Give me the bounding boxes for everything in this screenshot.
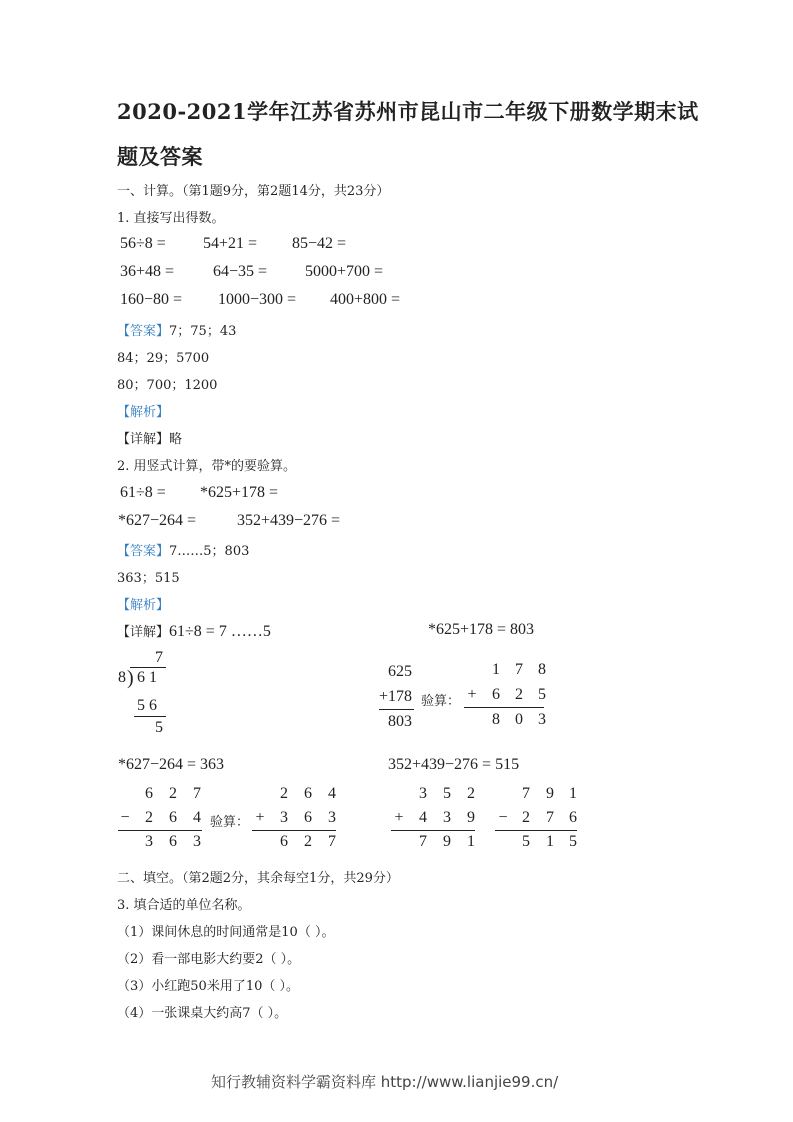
detail-equation: 352+439−276 = 515 <box>388 756 520 773</box>
detail-equation: *627−264 = 363 <box>118 756 225 773</box>
digit: 9 <box>443 833 451 850</box>
digit: 7 <box>515 661 523 678</box>
plus-sign: + <box>255 809 265 826</box>
answer-tag: 【答案】 <box>117 544 170 559</box>
digit: 6 <box>169 809 177 826</box>
plus-sign: + <box>394 809 404 826</box>
digit: 2 <box>280 785 288 802</box>
q1-expr: 56÷8 = <box>120 235 166 252</box>
q1-expr: 64−35 = <box>213 263 268 280</box>
q1-expr: 160−80 = <box>120 291 183 308</box>
sum-line <box>391 830 475 831</box>
digit: 5 <box>443 785 451 802</box>
fill-blank-item: （2）看一部电影大约要2（ ）。 <box>117 952 301 967</box>
check-label: 验算： <box>210 815 250 830</box>
digit: 7 <box>522 785 530 802</box>
q1-answer <box>117 320 236 339</box>
digit: 1 <box>467 833 475 850</box>
q2-expr: *627−264 = <box>118 512 197 529</box>
digit: 6 <box>304 809 312 826</box>
digit: 4 <box>419 809 427 826</box>
q1-expr: 54+21 = <box>203 235 258 252</box>
answer-tag: 【答案】 <box>117 324 170 339</box>
digit: 1 <box>492 661 500 678</box>
digit: 6 <box>169 833 177 850</box>
difference-line <box>118 830 202 831</box>
section-heading-1: 一、计算。（第1题9分，第2题14分，共23分） <box>117 184 390 199</box>
digit: 1 <box>569 785 577 802</box>
digit: 6 <box>145 785 153 802</box>
digit: 1 <box>546 833 554 850</box>
digit: 7 <box>419 833 427 850</box>
fill-blank-item: （1）课间休息的时间通常是10（ ）。 <box>117 925 335 940</box>
digit: 3 <box>328 809 336 826</box>
digit: 6 <box>492 686 500 703</box>
digit: 4 <box>193 809 201 826</box>
digit: 2 <box>169 785 177 802</box>
sum-line <box>464 707 544 708</box>
digit: 2 <box>145 809 153 826</box>
question-3-label: 3. 填合适的单位名称。 <box>117 898 251 913</box>
page-title-line1: 2020-2021学年江苏省苏州市昆山市二年级下册数学期末试 <box>117 99 699 124</box>
addend-top: 625 <box>388 663 412 680</box>
footer-watermark: 知行教辅资料学霸资料库 http://www.lianjie99.cn/ <box>211 1073 559 1091</box>
digit: 5 <box>538 686 546 703</box>
detail-tag: 【详解】 <box>117 432 170 447</box>
digit: 3 <box>145 833 153 850</box>
detail-tag: 【详解】 <box>117 625 170 640</box>
answer-text: 84；29；5700 <box>117 351 210 366</box>
check-label: 验算： <box>421 694 461 709</box>
digit: 8 <box>538 661 546 678</box>
digit: 3 <box>443 809 451 826</box>
detail-equation: 61÷8 = 7 ……5 <box>169 623 271 640</box>
division-bracket: ) <box>127 667 134 689</box>
addend-bottom: +178 <box>379 688 413 705</box>
fill-blank-item: （4）一张课桌大约高7（ ）。 <box>117 1006 288 1021</box>
answer-text: 363；515 <box>117 571 180 586</box>
difference-line <box>495 830 577 831</box>
answer-text: 7……5；803 <box>169 544 250 559</box>
digit: 4 <box>328 785 336 802</box>
q1-detail <box>117 428 182 447</box>
analysis-tag: 【解析】 <box>117 405 170 420</box>
section-heading-2: 二、填空。（第2题2分，其余每空1分，共29分） <box>117 871 399 886</box>
digit: 5 <box>522 833 530 850</box>
division-quotient: 7 <box>155 649 163 666</box>
division-remainder: 5 <box>155 719 163 736</box>
q2-expr: 352+439−276 = <box>237 512 341 529</box>
q2-answer <box>117 540 249 559</box>
digit: 2 <box>522 809 530 826</box>
q1-expr: 85−42 = <box>292 235 347 252</box>
sum-line <box>379 709 414 710</box>
digit: 2 <box>467 785 475 802</box>
question-2-label: 2. 用竖式计算，带*的要验算。 <box>117 459 297 474</box>
q2-expr: 61÷8 = <box>120 484 166 501</box>
q1-expr: 400+800 = <box>330 291 401 308</box>
detail-text: 略 <box>169 432 183 447</box>
division-bar <box>130 667 166 668</box>
digit: 9 <box>467 809 475 826</box>
digit: 6 <box>569 809 577 826</box>
division-divisor: 8 <box>118 669 126 686</box>
sum-line <box>252 830 336 831</box>
digit: 6 <box>280 833 288 850</box>
plus-sign: + <box>467 686 477 703</box>
digit: 2 <box>515 686 523 703</box>
minus-sign: − <box>120 809 130 826</box>
digit: 7 <box>328 833 336 850</box>
page-title-line2: 题及答案 <box>117 144 203 169</box>
answer-text: 7；75；43 <box>169 324 237 339</box>
q2-detail-line <box>117 621 271 641</box>
analysis-tag: 【解析】 <box>117 598 170 613</box>
digit: 3 <box>419 785 427 802</box>
division-dividend: 6 1 <box>137 669 157 686</box>
sum-result: 803 <box>388 713 412 730</box>
digit: 3 <box>280 809 288 826</box>
digit: 6 <box>304 785 312 802</box>
answer-text: 80；700；1200 <box>117 378 218 393</box>
division-product: 5 6 <box>137 697 157 714</box>
q2-expr: *625+178 = <box>200 484 279 501</box>
digit: 3 <box>538 711 546 728</box>
digit: 9 <box>546 785 554 802</box>
question-1-label: 1. 直接写出得数。 <box>117 211 225 226</box>
digit: 2 <box>304 833 312 850</box>
digit: 7 <box>546 809 554 826</box>
q1-expr: 5000+700 = <box>305 263 384 280</box>
digit: 0 <box>515 711 523 728</box>
digit: 3 <box>193 833 201 850</box>
digit: 5 <box>569 833 577 850</box>
q1-expr: 1000−300 = <box>218 291 297 308</box>
digit: 7 <box>193 785 201 802</box>
digit: 8 <box>492 711 500 728</box>
detail-equation: *625+178 = 803 <box>428 621 535 638</box>
minus-sign: − <box>498 809 508 826</box>
q1-expr: 36+48 = <box>120 263 175 280</box>
fill-blank-item: （3）小红跑50米用了10（ ）。 <box>117 979 299 994</box>
division-line <box>134 716 166 717</box>
